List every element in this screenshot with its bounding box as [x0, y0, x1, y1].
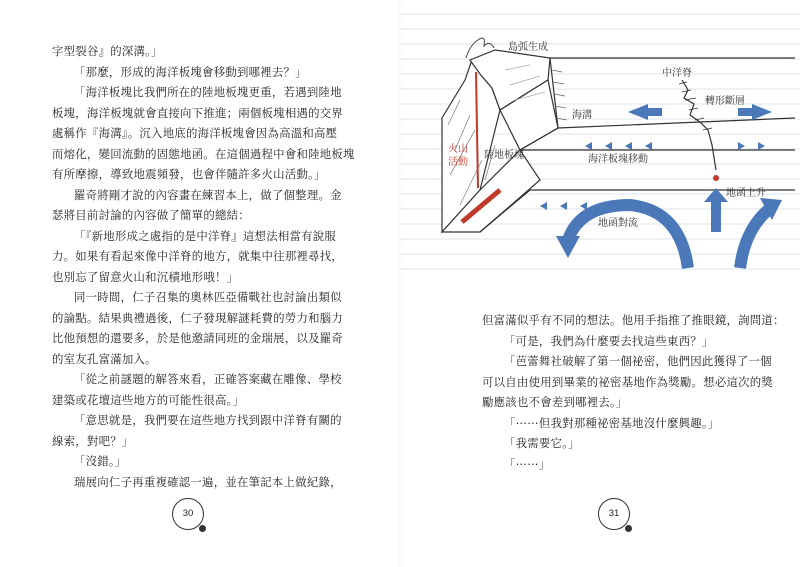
label-ocean-plate-motion: 海洋板塊移動	[588, 154, 648, 165]
left-text-line: 「『新地形成之處指的是中洋脊』這想法相當有說服	[74, 228, 337, 243]
plate-tectonics-diagram	[400, 0, 800, 300]
mantle-upwelling-arrow	[704, 188, 728, 232]
right-text-line: 「我需要它。」	[504, 436, 580, 450]
plate-motion-markers	[540, 142, 765, 210]
left-text-line: 也別忘了留意火山和沉積地形哦！」	[52, 269, 239, 284]
left-text-line: 建築或花壇這些地方的可能性很高。」	[52, 392, 245, 407]
right-text-line: 「可是，我們為什麼要去找這些東西？」	[504, 333, 714, 348]
page-number-ornament	[199, 525, 206, 532]
left-text-line: 比他預想的還要多，於是他邀請同班的金瑞展，以及羅奇	[52, 331, 344, 345]
left-text-line: 「海洋板塊比我們所在的陸地板塊更重，若遇到陸地	[74, 85, 342, 99]
left-text-line: 力。如果有看起來像中洋脊的地方，就集中往那裡尋找，	[52, 249, 344, 263]
left-text-line: 羅奇將剛才說的內容畫在練習本上，做了個整理。金	[74, 187, 342, 202]
left-text-line: 而熔化，變回流動的固態地函。在這個過程中會和陸地板塊	[52, 146, 355, 161]
label-mid-ocean-ridge: 中洋脊	[662, 68, 692, 79]
ridge-upwelling-point	[713, 175, 719, 181]
page-number-left-text: 30	[182, 508, 194, 519]
left-text-line: 同一時間，仁子召集的奧林匹亞備戰社也討論出類似	[74, 290, 342, 304]
left-text-line: 的室友孔富滿加入。	[52, 351, 157, 366]
label-mantle-convection: 地函對流	[598, 218, 638, 229]
left-text-line: 瑞展向仁子再重複確認一遍，並在筆記本上做紀錄，	[74, 474, 342, 489]
label-trench: 海溝	[572, 110, 592, 121]
left-text-line: 板塊，海洋板塊就會直接向下推進；兩個板塊相遇的交界	[52, 105, 344, 120]
label-mantle-upwelling: 地函上升	[726, 188, 766, 199]
left-text-line: 「從之前謎題的解答來看，正確答案藏在雕像、學校	[74, 372, 342, 386]
left-text-line: 字型裂谷』的深溝。」	[52, 44, 163, 58]
label-continental-plate: 陸地板塊	[484, 150, 524, 161]
left-text-line: 的論點。結果典禮過後，仁子發現解謎耗費的勞力和腦力	[52, 310, 344, 325]
mantle-convection-arrow-left	[568, 205, 688, 268]
right-text-line: 勵應該也不會差到哪裡去。」	[482, 395, 628, 409]
left-text-line: 瑟將目前討論的內容做了簡單的總結：	[52, 208, 250, 222]
page-number-right	[598, 498, 630, 530]
label-transform-fault: 轉形斷層	[705, 96, 745, 107]
page-number-ornament	[625, 525, 632, 532]
page-number-left	[172, 498, 204, 530]
mid-ocean-ridge-line	[682, 80, 716, 170]
label-volcano-activity: 火山 活動	[448, 144, 468, 168]
right-text-line: 「芭蕾舞社破解了第一個祕密，他們因此獲得了一個	[504, 354, 772, 368]
right-text-line: 可以自由使用到畢業的祕密基地作為獎勵。想必這次的獎	[482, 374, 774, 389]
label-island-arc: 島弧生成	[508, 42, 548, 53]
plate-arrow-left	[628, 104, 662, 120]
right-page	[400, 0, 800, 567]
right-text-line: 「⋯⋯」	[504, 456, 551, 471]
left-text-line: 線索，對吧？」	[52, 433, 134, 448]
right-text-line: 但富滿似乎有不同的想法。他用手指推了推眼鏡，詢問道：	[482, 313, 785, 327]
right-text-line: 「⋯⋯但我對那種祕密基地沒什麼興趣。」	[504, 415, 720, 430]
continental-block	[442, 50, 558, 232]
page-number-right-text: 31	[608, 508, 620, 519]
left-text-line: 有所摩擦，導致地震頻發，也會伴隨許多火山活動。」	[52, 167, 326, 181]
left-text-line: 「沒錯。」	[74, 454, 127, 468]
left-text-line: 「意思就是，我們要在這些地方找到跟中洋脊有關的	[74, 413, 342, 427]
left-text-line: 處稱作『海溝』。沉入地底的海洋板塊會因為高溫和高壓	[52, 126, 338, 140]
left-text-line: 「那麼，形成的海洋板塊會移動到哪裡去？」	[74, 64, 307, 79]
